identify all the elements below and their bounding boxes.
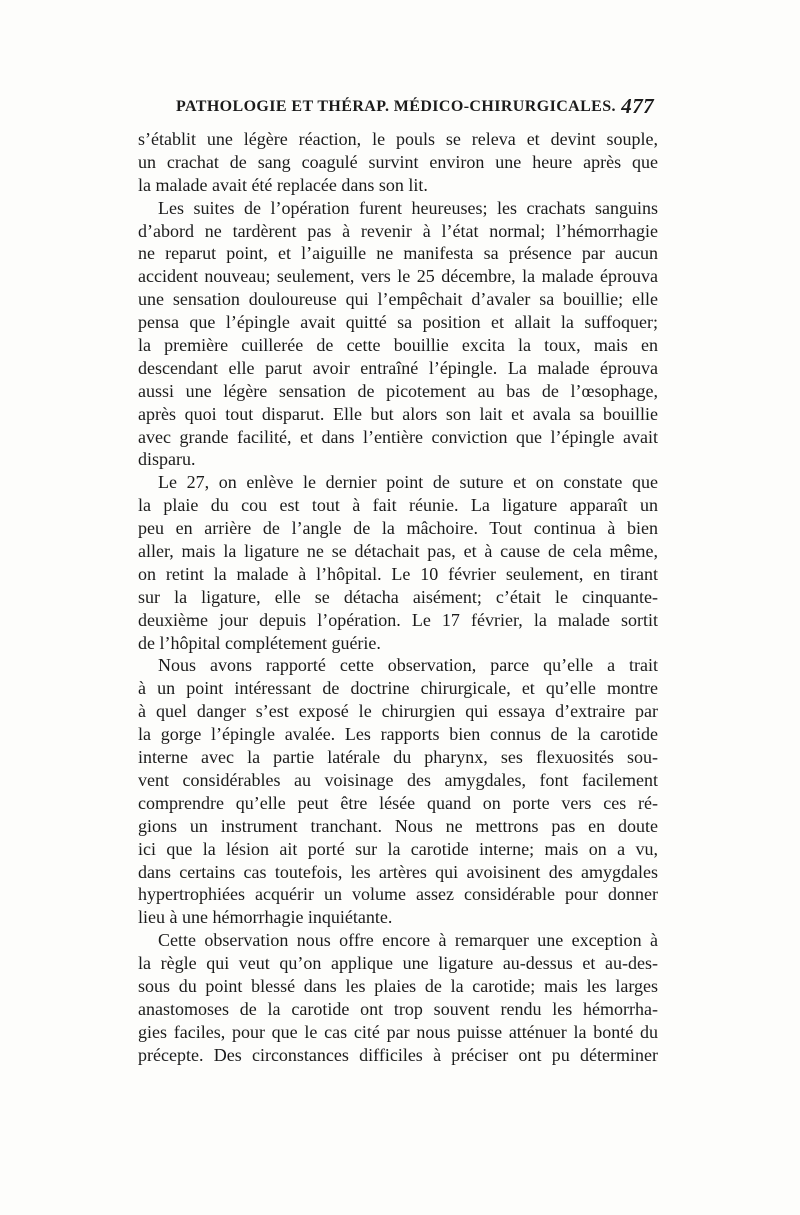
text-line: à un point intéressant de doctrine chirurgicale, et qu’elle montre — [138, 678, 658, 699]
running-title: PATHOLOGIE ET THÉRAP. MÉDICO-CHIRURGICALES. — [176, 98, 616, 115]
body-text — [138, 128, 658, 1067]
text-line: interne avec la partie latérale du pharynx, ses flexuosités sou- — [138, 747, 658, 768]
text-line: d’abord ne tardèrent pas à revenir à l’état normal; l’hémorrhagie — [138, 220, 658, 241]
text-line: s’établit une légère réaction, le pouls se releva et devint souple, — [138, 129, 658, 149]
text-line: accident nouveau; seulement, vers le 25 décembre, la malade éprouva — [138, 266, 658, 287]
text-line: gions un instrument tranchant. Nous ne mettrons pas en doute — [138, 815, 658, 836]
text-line: la gorge l’épingle avalée. Les rapports bien connus de la carotide — [138, 724, 658, 745]
text-line: avec grande facilité, et dans l’entière conviction que l’épingle avait — [138, 426, 658, 447]
paragraph-first-line: Le 27, on enlève le dernier point de suture et on constate que — [158, 472, 658, 493]
text-line: aller, mais la ligature ne se détachait pas, et à cause de cela même, — [138, 541, 658, 562]
text-line: peu en arrière de l’angle de la mâchoire. Tout continua à bien — [138, 518, 658, 539]
text-line: précepte. Des circonstances difficiles à préciser ont pu déterminer — [138, 1044, 658, 1065]
text-line: gies faciles, pour que le cas cité par nous puisse atténuer la bonté du — [138, 1021, 658, 1042]
text-line: la première cuillerée de cette bouillie excita la toux, mais en — [138, 335, 658, 356]
text-line: aussi une légère sensation de picotement au bas de l’œsophage, — [138, 380, 658, 401]
text-line: on retint la malade à l’hôpital. Le 10 février seulement, en tirant — [138, 563, 658, 584]
text-line: hypertrophiées acquérir un volume assez considérable pour donner — [138, 884, 658, 905]
text-line: une sensation douloureuse qui l’empêchait d’avaler sa bouillie; elle — [138, 289, 658, 310]
text-line: la malade avait été replacée dans son lit. — [138, 174, 428, 195]
page-number: 477 — [621, 94, 654, 118]
text-line: sur la ligature, elle se détacha aisément; c’était le cinquante- — [138, 586, 658, 607]
text-line: descendant elle parut avoir entraîné l’épingle. La malade éprouva — [138, 357, 658, 378]
text-line: vent considérables au voisinage des amygdales, font facilement — [138, 769, 658, 790]
text-line: sous du point blessé dans les plaies de la carotide; mais les larges — [138, 975, 658, 996]
paragraph-first-line: Les suites de l’opération furent heureuses; les crachats sanguins — [158, 197, 658, 218]
text-line: ici que la lésion ait porté sur la carotide interne; mais on a vu, — [138, 838, 658, 859]
text-line: de l’hôpital complétement guérie. — [138, 632, 381, 653]
text-line: pensa que l’épingle avait quitté sa position et allait la suffoquer; — [138, 312, 658, 333]
text-line: disparu. — [138, 449, 196, 470]
text-line: deuxième jour depuis l’opération. Le 17 février, la malade sortit — [138, 609, 658, 630]
paragraph-first-line: Cette observation nous offre encore à remarquer une exception à — [158, 930, 658, 951]
text-line: lieu à une hémorrhagie inquiétante. — [138, 907, 393, 928]
text-line: comprendre qu’elle peut être lésée quand on porte vers ces ré- — [138, 792, 658, 813]
text-line: la règle qui veut qu’on applique une ligature au-dessus et au-des- — [138, 953, 658, 974]
text-line: après quoi tout disparut. Elle but alors son lait et avala sa bouillie — [138, 403, 658, 424]
text-line: un crachat de sang coagulé survint environ une heure après que — [138, 151, 658, 172]
page-header — [138, 94, 658, 124]
text-line: à quel danger s’est exposé le chirurgien qui essaya d’extraire par — [138, 701, 658, 722]
text-line: dans certains cas toutefois, les artères qui avoisinent des amygdales — [138, 861, 658, 882]
text-line: anastomoses de la carotide ont trop souvent rendu les hémorrha- — [138, 998, 658, 1019]
text-line: la plaie du cou est tout à fait réunie. La ligature apparaît un — [138, 495, 658, 516]
text-line: ne reparut point, et l’aiguille ne manifesta sa présence par aucun — [138, 243, 658, 264]
paragraph-first-line: Nous avons rapporté cette observation, parce qu’elle a trait — [158, 655, 658, 676]
